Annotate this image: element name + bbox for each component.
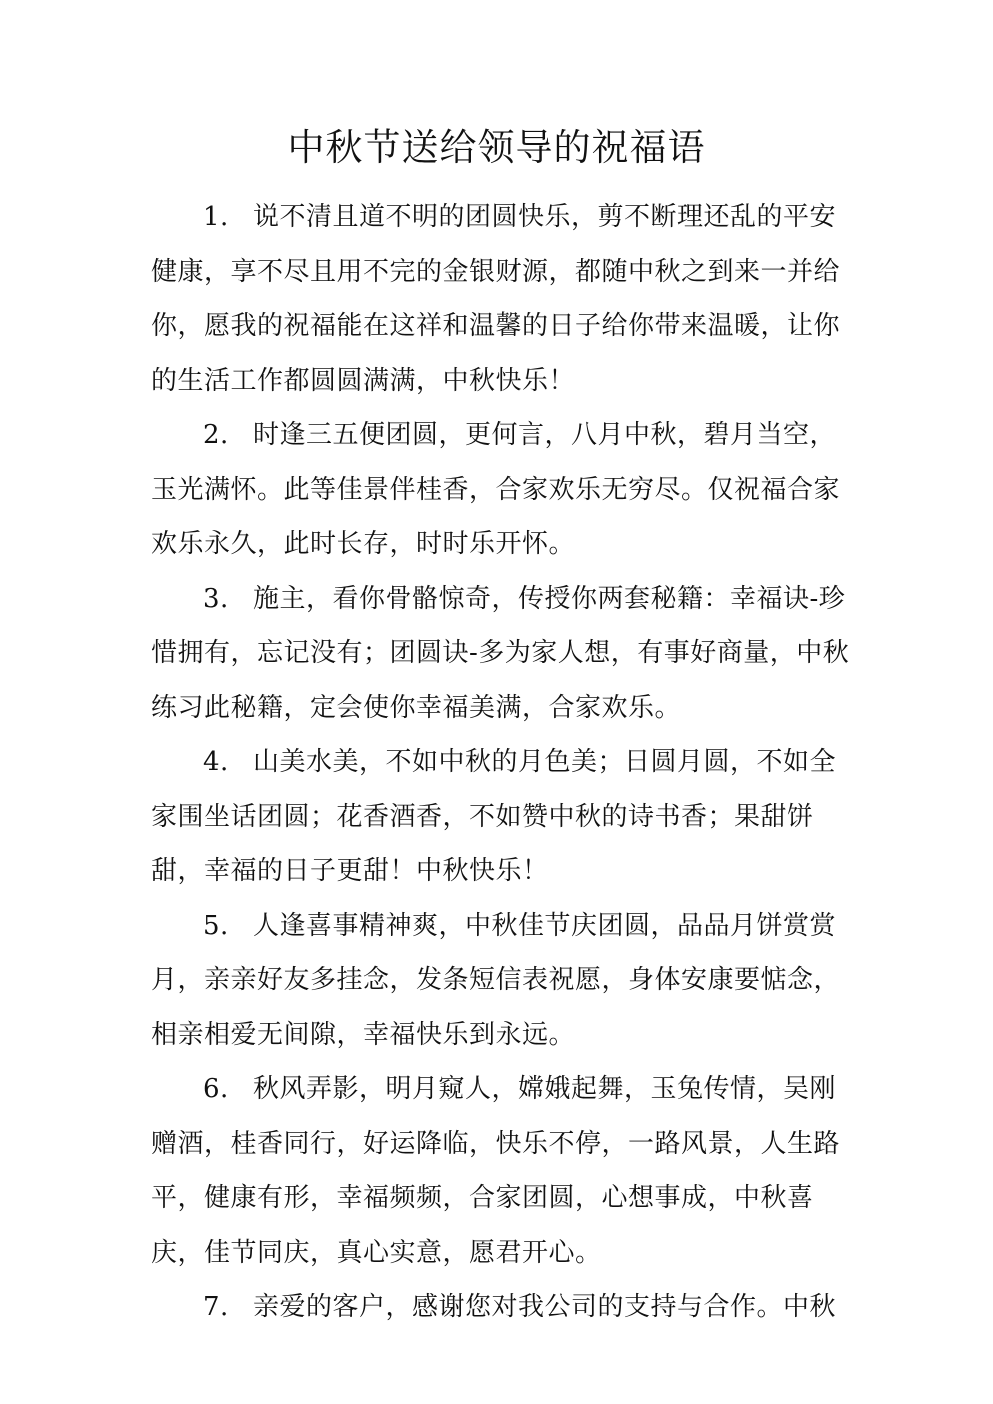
list-item xyxy=(151,1280,851,1335)
item-number: 1. xyxy=(203,202,229,232)
item-number: 3. xyxy=(203,583,229,614)
item-text: 人逢喜事精神爽，中秋佳节庆团圆，品品月饼赏赏月，亲亲好友多挂念，发条短信表祝愿，身体安康要惦念，相亲相爱无间隙，幸福快乐到永远。 xyxy=(151,910,841,1050)
item-number: 7. xyxy=(203,1292,229,1322)
item-number: 6. xyxy=(203,1074,229,1104)
item-number: 5. xyxy=(203,910,229,941)
item-number: 2. xyxy=(203,420,229,450)
list-item xyxy=(151,190,851,408)
item-text: 秋风弄影，明月窥人，嫦娥起舞，玉兔传情，吴刚赠酒，桂香同行，好运降临，快乐不停，一路风景，人生路平，健康有形，幸福频频，合家团圆，心想事成，中秋喜庆，佳节同庆，真心实意，愿君开心。 xyxy=(151,1074,841,1268)
list-item xyxy=(151,1062,851,1280)
item-text: 时逢三五便团圆，更何言，八月中秋，碧月当空，玉光满怀。此等佳景伴桂香，合家欢乐无穷尽。仅祝福合家欢乐永久，此时长存，时时乐开怀。 xyxy=(151,420,841,559)
list-item xyxy=(151,899,851,1063)
document-body xyxy=(151,190,851,1335)
item-text: 山美水美，不如中秋的月色美；日圆月圆，不如全家围坐话团圆；花香酒香，不如赞中秋的诗书香；果甜饼甜，幸福的日子更甜！中秋快乐！ xyxy=(151,747,837,886)
list-item xyxy=(151,572,851,736)
item-text: 亲爱的客户，感谢您对我公司的支持与合作。中秋 xyxy=(253,1292,837,1322)
item-number: 4. xyxy=(203,747,229,777)
item-text: 施主，看你骨骼惊奇，传授你两套秘籍：幸福诀-珍惜拥有，忘记没有；团圆诀-多为家人想，有事好商量，中秋练习此秘籍，定会使你幸福美满，合家欢乐。 xyxy=(151,583,850,723)
list-item xyxy=(151,408,851,572)
list-item xyxy=(151,735,851,899)
item-text: 说不清且道不明的团圆快乐，剪不断理还乱的平安健康，享不尽且用不完的金银财源，都随中秋之到来一并给你，愿我的祝福能在这祥和温馨的日子给你带来温暖，让你的生活工作都圆圆满满，中秋快乐！ xyxy=(151,202,841,396)
page-title: 中秋节送给领导的祝福语 xyxy=(287,126,706,169)
